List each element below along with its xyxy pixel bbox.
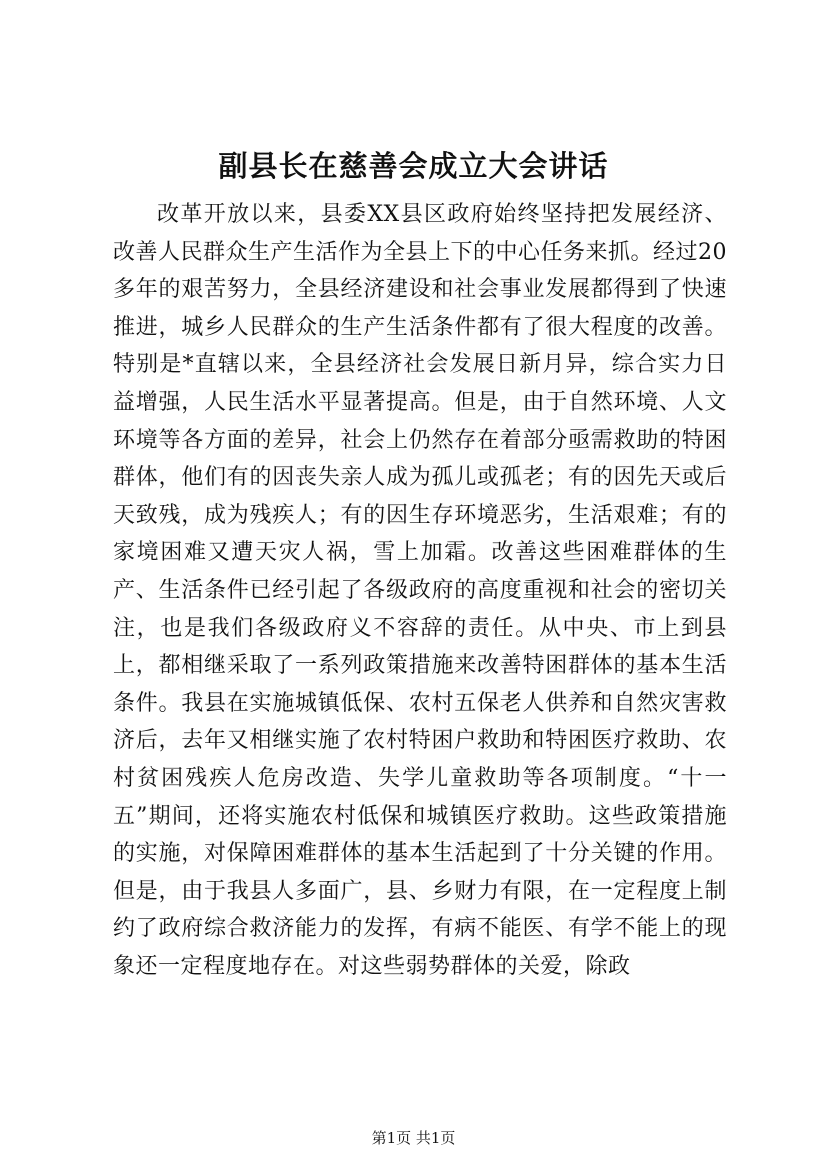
page-number-footer: 第1页 共1页: [371, 1129, 456, 1147]
page-title: 副县长在慈善会成立大会讲话: [218, 149, 609, 183]
body-paragraph: 改革开放以来，县委XX县区政府始终坚持把发展经济、改善人民群众生产生活作为全县上下的中心任务来抓。经过20多年的艰苦努力，全县经济建设和社会事业发展都得到了快速推进，城乡人民群众的生产生活条件都有了很大程度的改善。特别是*直辖以来，全县经济社会发展日新月异，综合实力日益增强，人民生活水平显著提高。但是，由于自然环境、人文环境等各方面的差异，社会上仍然存在着部分亟需救助的特困群体，他们有的因丧失亲人成为孤儿或孤老；有的因先天或后天致残，成为残疾人；有的因生存环境恶劣，生活艰难；有的家境困难又遭天灾人祸，雪上加霜。改善这些困难群体的生产、生活条件已经引起了各级政府的高度重视和社会的密切关注，也是我们各级政府义不容辞的责任。从中央、市上到县上，都相继采取了一系列政策措施来改善特困群体的基本生活条件。我县在实施城镇低保、农村五保老人供养和自然灾害救济后，去年又相继实施了农村特困户救助和特困医疗救助、农村贫困残疾人危房改造、失学儿童救助等各项制度。“十一五”期间，还将实施农村低保和城镇医疗救助。这些政策措施的实施，对保障困难群体的基本生活起到了十分关键的作用。但是，由于我县人多面广，县、乡财力有限，在一定程度上制约了政府综合救济能力的发挥，有病不能医、有学不能上的现象还一定程度地存在。对这些弱势群体的关爱，除政: [113, 202, 727, 979]
